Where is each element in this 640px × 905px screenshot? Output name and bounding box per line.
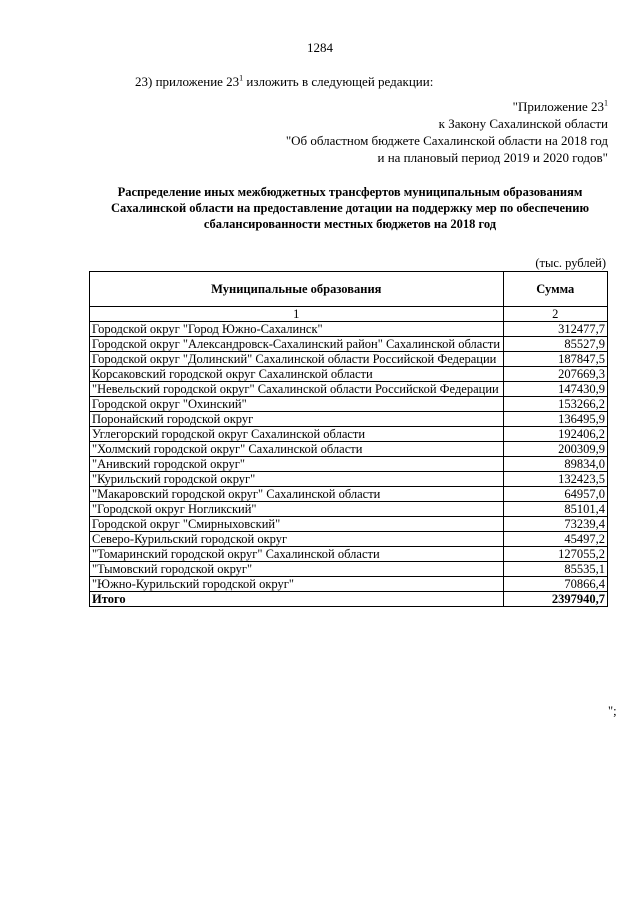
table-row xyxy=(90,412,608,427)
table-row xyxy=(90,547,608,562)
table-row xyxy=(90,502,608,517)
column-number-2: 2 xyxy=(503,307,607,322)
municipality-name: "Южно-Курильский городской округ" xyxy=(90,577,504,592)
municipality-name: "Макаровский городской округ" Сахалинской области xyxy=(90,487,504,502)
table-row xyxy=(90,442,608,457)
municipality-sum: 85101,4 xyxy=(503,502,607,517)
transfers-table xyxy=(89,271,608,607)
municipality-sum: 89834,0 xyxy=(503,457,607,472)
table-row xyxy=(90,457,608,472)
municipality-name: "Тымовский городской округ" xyxy=(90,562,504,577)
municipality-name: Городской округ "Смирныховский" xyxy=(90,517,504,532)
closing-quote-mark: "; xyxy=(608,704,617,718)
municipality-name: Городской округ "Долинский" Сахалинской области Российской Федерации xyxy=(90,352,504,367)
municipality-sum: 45497,2 xyxy=(503,532,607,547)
municipality-sum: 153266,2 xyxy=(503,397,607,412)
table-row xyxy=(90,352,608,367)
appendix-superscript: 1 xyxy=(604,98,608,108)
table-row xyxy=(90,517,608,532)
table-row xyxy=(90,397,608,412)
total-label: Итого xyxy=(90,592,504,607)
municipality-name: "Холмский городской округ" Сахалинской области xyxy=(90,442,504,457)
municipality-sum: 85535,1 xyxy=(503,562,607,577)
municipality-sum: 312477,7 xyxy=(503,322,607,337)
page-number: 1284 xyxy=(307,40,333,55)
appendix-line-1 xyxy=(286,98,608,115)
municipality-sum: 73239,4 xyxy=(503,517,607,532)
title-line-2: Сахалинской области на предоставление дотации на поддержку мер по обеспечению xyxy=(110,201,590,215)
table-body xyxy=(90,322,608,592)
municipality-name: "Курильский городской округ" xyxy=(90,472,504,487)
municipality-name: Поронайский городской округ xyxy=(90,412,504,427)
appendix-line-4: и на плановый период 2019 и 2020 годов" xyxy=(377,150,608,165)
header-sum: Сумма xyxy=(503,272,607,307)
municipality-name: Городской округ "Охинский" xyxy=(90,397,504,412)
municipality-sum: 85527,9 xyxy=(503,337,607,352)
municipality-sum: 127055,2 xyxy=(503,547,607,562)
table-row xyxy=(90,532,608,547)
appendix-number: "Приложение 23 xyxy=(512,99,604,114)
municipality-name: Городской округ "Александровск-Сахалинский район" Сахалинской области xyxy=(90,337,504,352)
column-number-1: 1 xyxy=(90,307,504,322)
municipality-name: Углегорский городской округ Сахалинской области xyxy=(90,427,504,442)
header-row xyxy=(90,272,608,307)
municipality-sum: 132423,5 xyxy=(503,472,607,487)
table-row xyxy=(90,472,608,487)
table-row xyxy=(90,337,608,352)
total-sum: 2397940,7 xyxy=(503,592,607,607)
document-title xyxy=(60,184,640,232)
municipality-name: Городской округ "Город Южно-Сахалинск" xyxy=(90,322,504,337)
table-row xyxy=(90,487,608,502)
table-row xyxy=(90,322,608,337)
municipality-name: "Анивский городской округ" xyxy=(90,457,504,472)
table-row xyxy=(90,382,608,397)
header-municipalities: Муниципальные образования xyxy=(90,272,504,307)
column-number-row xyxy=(90,307,608,322)
units-label: (тыс. рублей) xyxy=(535,256,606,270)
municipality-name: "Невельский городской округ" Сахалинской области Российской Федерации xyxy=(90,382,504,397)
title-line-3: сбалансированности местных бюджетов на 2018 год xyxy=(203,217,497,231)
municipality-sum: 147430,9 xyxy=(503,382,607,397)
table-row xyxy=(90,367,608,382)
appendix-line-2: к Закону Сахалинской области xyxy=(438,116,608,131)
municipality-sum: 200309,9 xyxy=(503,442,607,457)
municipality-sum: 192406,2 xyxy=(503,427,607,442)
municipality-name: Корсаковский городской округ Сахалинской области xyxy=(90,367,504,382)
total-row xyxy=(90,592,608,607)
amendment-item-line xyxy=(135,74,433,90)
table-row xyxy=(90,577,608,592)
title-line-1: Распределение иных межбюджетных трансфертов муниципальным образованиям xyxy=(117,185,583,199)
municipality-sum: 136495,9 xyxy=(503,412,607,427)
amendment-prefix: 23) приложение 23 xyxy=(135,74,240,89)
municipality-name: Северо-Курильский городской округ xyxy=(90,532,504,547)
municipality-sum: 207669,3 xyxy=(503,367,607,382)
amendment-suffix: изложить в следующей редакции: xyxy=(243,74,434,89)
table-row xyxy=(90,562,608,577)
table-row xyxy=(90,427,608,442)
municipality-name: "Томаринский городской округ" Сахалинской области xyxy=(90,547,504,562)
appendix-line-3: "Об областном бюджете Сахалинской области на 2018 год xyxy=(285,133,608,148)
municipality-sum: 187847,5 xyxy=(503,352,607,367)
municipality-sum: 70866,4 xyxy=(503,577,607,592)
amendment-superscript: 1 xyxy=(239,73,244,83)
municipality-sum: 64957,0 xyxy=(503,487,607,502)
municipality-name: "Городской округ Ногликский" xyxy=(90,502,504,517)
appendix-header xyxy=(286,98,608,166)
